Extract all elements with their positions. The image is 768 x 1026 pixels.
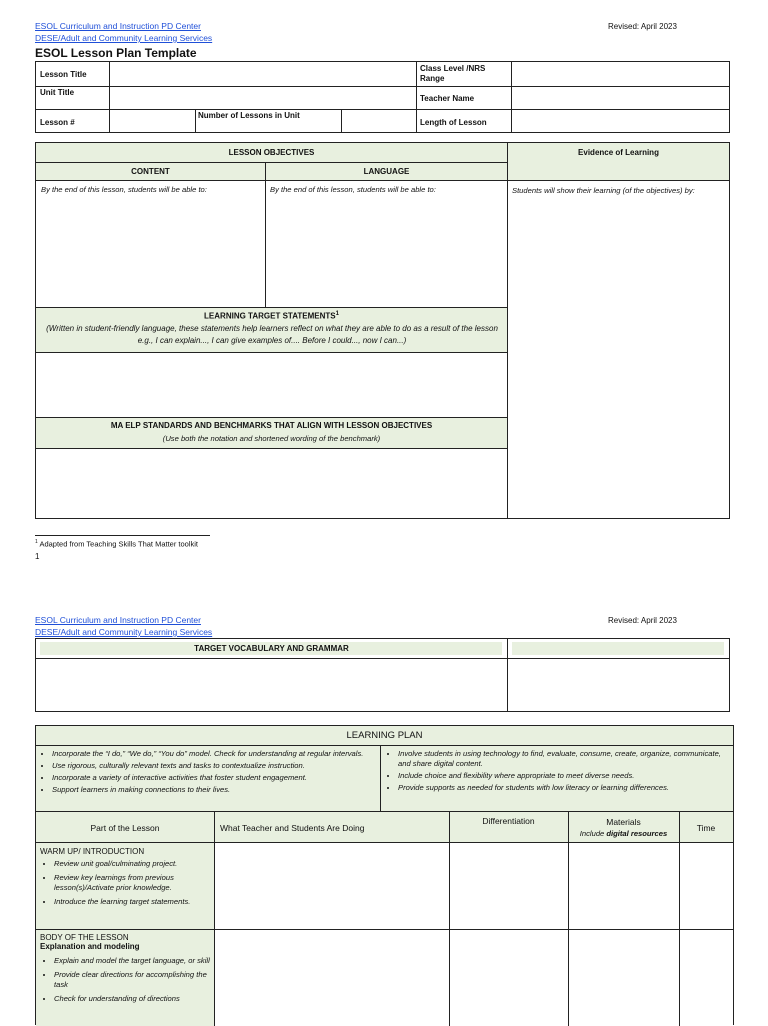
- col-materials-sub: Include digital resources: [579, 829, 668, 838]
- warmup-diff-field[interactable]: [450, 843, 567, 929]
- lesson-objectives-header: LESSON OBJECTIVES: [228, 148, 315, 157]
- warmup-cell: [40, 847, 210, 911]
- guidance-bullet: • Support learners in making connections to their lives.: [52, 785, 376, 795]
- body-item: • Explain and model the target language, or skill: [54, 956, 210, 966]
- language-objective-field[interactable]: By the end of this lesson, students will be able to:: [270, 185, 436, 194]
- col-materials: Materials: [606, 817, 641, 827]
- ma-elp-header: MA ELP STANDARDS AND BENCHMARKS THAT ALIGN WITH LESSON OBJECTIVES: [110, 421, 433, 430]
- num-lessons-field[interactable]: [343, 110, 415, 131]
- body-diff-field[interactable]: [450, 930, 567, 1026]
- warmup-item: • Introduce the learning target statements.: [54, 897, 210, 907]
- col-time: Time: [696, 823, 716, 833]
- vocab-header: TARGET VOCABULARY AND GRAMMAR: [194, 644, 349, 653]
- lesson-length-label: Length of Lesson: [420, 118, 487, 127]
- body-list: [40, 956, 210, 1004]
- warmup-title: WARM UP/ INTRODUCTION: [40, 847, 145, 856]
- col-differentiation: Differentiation: [482, 816, 535, 826]
- col-what-doing: What Teacher and Students Are Doing: [220, 823, 365, 833]
- vocab-table: [35, 638, 730, 712]
- class-level-field[interactable]: [513, 63, 728, 85]
- guidance-bullet: • Involve students in using technology to find, evaluate, consume, create, organize, communicate, and share digital content.: [398, 749, 729, 769]
- header-link-pd-center-p2[interactable]: ESOL Curriculum and Instruction PD Center: [35, 615, 201, 625]
- learning-target-field[interactable]: [37, 353, 506, 417]
- lesson-title-label: Lesson Title: [40, 70, 87, 79]
- teacher-name-label: Teacher Name: [420, 94, 475, 103]
- unit-title-field[interactable]: [111, 87, 415, 108]
- body-subtitle: Explanation and modeling: [40, 942, 140, 951]
- unit-title-label: Unit Title: [40, 88, 75, 97]
- warmup-item: • Review key learnings from previous lesson(s)/Activate prior knowledge.: [54, 873, 210, 893]
- ma-elp-field[interactable]: [37, 449, 506, 517]
- ma-elp-description: (Use both the notation and shortened wording of the benchmark): [162, 434, 381, 443]
- header-link-dese-p2[interactable]: DESE/Adult and Community Learning Services: [35, 627, 213, 637]
- warmup-materials-field[interactable]: [569, 843, 678, 929]
- col-part-of-lesson: Part of the Lesson: [90, 823, 160, 833]
- guidance-bullet: • Incorporate the “I do,” “We do,” “You do” model. Check for understanding at regular intervals.: [52, 749, 376, 759]
- warmup-list: [40, 859, 210, 907]
- class-level-label: Class Level /NRS Range: [420, 64, 486, 83]
- footnote-divider: [35, 535, 210, 536]
- footnote-text: Adapted from Teaching Skills That Matter toolkit: [39, 539, 199, 549]
- guidance-bullet: • Include choice and flexibility where appropriate to meet diverse needs.: [398, 771, 729, 781]
- footnote: [35, 539, 198, 549]
- learning-target-description: (Written in student-friendly language, these statements help learners reflect on what they are able to do as a result of the lesson e.g., I can explain..., I can give examples of.... Before I could..., now I can...): [46, 324, 498, 345]
- footnote-number: 1: [35, 539, 38, 545]
- objectives-table: [35, 142, 730, 519]
- guidance-bullet: • Incorporate a variety of interactive activities that foster student engagement.: [52, 773, 376, 783]
- revised-date: Revised: April 2023: [608, 22, 677, 31]
- plan-guidance-left: [38, 749, 376, 797]
- page-title: ESOL Lesson Plan Template: [35, 46, 197, 60]
- lesson-number-field[interactable]: [111, 110, 194, 131]
- evidence-field[interactable]: Students will show their learning (of the objectives) by:: [512, 186, 695, 195]
- body-cell: [40, 933, 210, 1008]
- guidance-bullet: • Provide supports as needed for students with low literacy or learning differences.: [398, 783, 729, 793]
- body-item: • Check for understanding of directions: [54, 994, 210, 1004]
- guidance-bullet: • Use rigorous, culturally relevant texts and tasks to contextualize instruction.: [52, 761, 376, 771]
- grammar-field[interactable]: [508, 659, 728, 710]
- body-title: BODY OF THE LESSON: [40, 933, 129, 942]
- num-lessons-label: Number of Lessons in Unit: [198, 111, 300, 120]
- revised-date-p2: Revised: April 2023: [608, 616, 677, 625]
- body-doing-field[interactable]: [215, 930, 448, 1026]
- body-time-field[interactable]: [680, 930, 732, 1026]
- evidence-header: Evidence of Learning: [578, 148, 659, 157]
- vocab-field[interactable]: [37, 659, 506, 710]
- warmup-item: • Review unit goal/culminating project.: [54, 859, 210, 869]
- learning-plan-header: LEARNING PLAN: [346, 730, 423, 741]
- warmup-doing-field[interactable]: [215, 843, 448, 929]
- learning-target-title: LEARNING TARGET STATEMENTS: [204, 311, 336, 321]
- right-bullet-list: [384, 749, 729, 793]
- body-item: • Provide clear directions for accomplishing the task: [54, 970, 210, 990]
- header-link-pd-center[interactable]: ESOL Curriculum and Instruction PD Center: [35, 21, 201, 31]
- learning-target-header: [36, 311, 507, 321]
- body-materials-field[interactable]: [569, 930, 678, 1026]
- content-header: CONTENT: [131, 167, 170, 176]
- lesson-title-field[interactable]: [111, 63, 415, 85]
- warmup-time-field[interactable]: [680, 843, 732, 929]
- left-bullet-list: [38, 749, 376, 795]
- page-number: 1: [35, 552, 40, 561]
- language-header: LANGUAGE: [363, 167, 410, 176]
- lesson-info-table: [35, 61, 730, 133]
- lesson-number-label: Lesson #: [40, 118, 75, 127]
- lesson-length-field[interactable]: [513, 110, 728, 131]
- teacher-name-field[interactable]: [513, 87, 728, 108]
- plan-guidance-right: [384, 749, 729, 795]
- footnote-ref: 1: [335, 311, 339, 317]
- content-objective-field[interactable]: By the end of this lesson, students will be able to:: [41, 185, 207, 194]
- learning-plan-table: [35, 725, 734, 1025]
- header-link-dese[interactable]: DESE/Adult and Community Learning Services: [35, 33, 213, 43]
